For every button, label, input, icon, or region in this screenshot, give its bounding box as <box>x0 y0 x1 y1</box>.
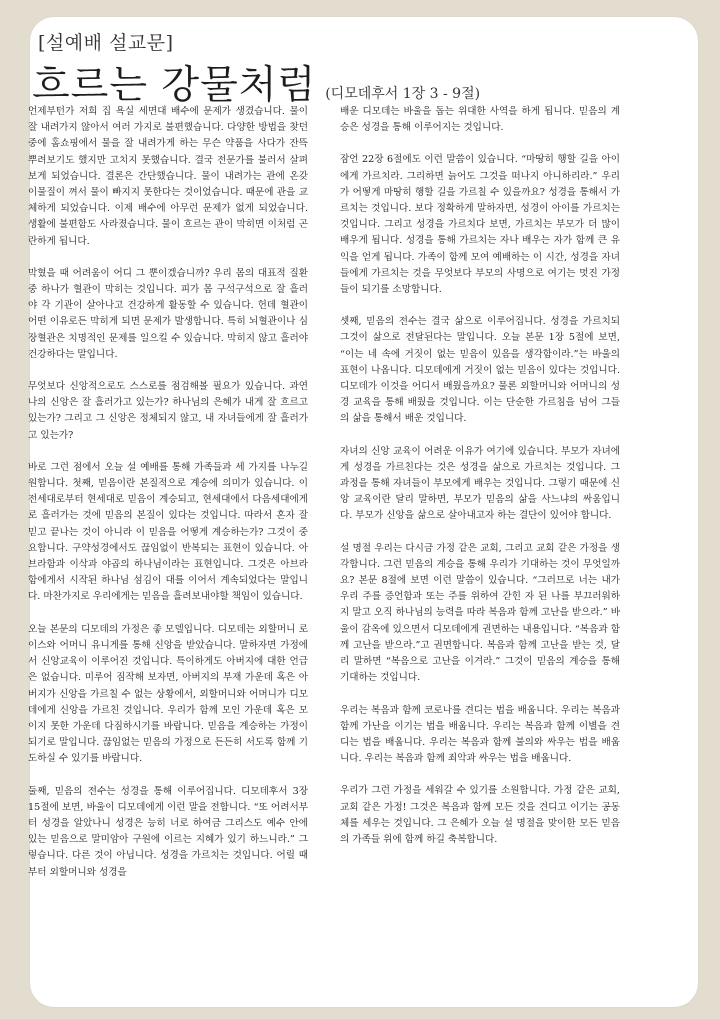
paragraph: 우리는 복음과 함께 코로나를 견디는 법을 배웁니다. 우리는 복음과 함께 가난을 이기는 법을 배웁니다. 우리는 복음과 함께 이별을 견디는 법을 배웁니다. 우리는 복음과 함께 불의와 싸우는 법을 배웁니다. 우리는 복음과 함께 죄악과 싸우는 법을 배웁니다. <box>340 704 620 765</box>
sermon-title: 흐르는 강물처럼 <box>32 63 317 108</box>
right-column <box>340 104 620 864</box>
paragraph: 배운 디모데는 바울을 돕는 위대한 사역을 하게 됩니다. 믿음의 계승은 성경을 통해 이루어지는 것입니다. <box>340 106 620 134</box>
paragraph: 무엇보다 신앙적으로도 스스로를 점검해볼 필요가 있습니다. 과연 나의 신앙은 잘 흘러가고 있는가? 하나님의 은혜가 내게 잘 흐르고 있는가? 그리고 그 신앙은 정체되지 않고, 내 자녀들에게 잘 흘러가고 있는가? <box>28 381 308 441</box>
title-row <box>32 54 480 110</box>
paragraph: 막혔을 때 어려움이 어디 그 뿐이겠습니까? 우리 몸의 대표적 질환 중 하나가 혈관이 막히는 것입니다. 피가 몸 구석구석으로 잘 흘러야 각 기관이 살아나고 건강하게 활동할 수 있습니다. 헌데 혈관이 어떤 이유로든 막히게 되면 문제가 발생합니다. 특히 뇌혈관이나 심장혈관은 치명적인 문제를 일으킬 수 있습니다. 막히지 않고 흘러야 건강하다는 말입니다. <box>28 267 308 360</box>
paragraph: 바로 그런 점에서 오늘 설 예배를 통해 가족들과 세 가지를 나누길 원합니다. 첫째, 믿음이란 본질적으로 계승에 의미가 있습니다. 이전세대로부터 현세대로 믿음이 계승되고, 현세대에서 다음세대에게로 흘러가는 것에 믿음의 본질이 있다는 것입니다. 따라서 혼자 잘 믿고 끝나는 것이 아니라 이 믿음을 어떻게 계승하는가? 그것이 중요합니다. 구약성경에서도 끊임없이 반복되는 표현이 있습니다. 아브라함과 이삭과 야곱의 하나님이라는 표현입니다. 그것은 아브라함에게서 시작된 하나님 섬김이 대를 이어서 계속되었다는 말입니다. 마찬가지로 우리에게는 믿음을 흘려보내야할 책임이 있습니다. <box>28 461 308 603</box>
paragraph: 우리가 그런 가정을 세워갈 수 있기를 소원합니다. 가정 같은 교회, 교회 같은 가정! 그것은 복음과 함께 모든 것을 견디고 이기는 공동체를 세우는 것입니다. 그 은혜가 오늘 설 명절을 맞이한 모든 믿음의 가족들 위에 함께 하길 축복합니다. <box>340 785 620 845</box>
scripture-reference: (디모데후서 1장 3 - 9절) <box>325 86 481 102</box>
left-column <box>28 104 308 897</box>
paragraph: 언제부턴가 저희 집 욕실 세면대 배수에 문제가 생겼습니다. 물이 잘 내려가지 않아서 여러 가지로 불편했습니다. 다양한 방법을 찾던 중에 홈쇼핑에서 물을 잘 내려가게 하는 무슨 약품을 사다가 잔뜩 뿌려보기도 했지만 고치지 못했습니다. 결국 전문가를 불러서 살펴보게 되었습니다. 결론은 간단했습니다. 물이 내려가는 관에 온갖 이물질이 껴서 물이 빠지지 못한다는 것이었습니다. 때문에 관을 교체하게 되었습니다. 이제 배수에 아무런 문제가 없게 되었습니다. 생활에 불편함도 사라졌습니다. 물이 흐르는 관이 막히면 이처럼 곤란하게 됩니다. <box>28 106 308 247</box>
paragraph: 잠언 22장 6절에도 이런 말씀이 있습니다. “마땅히 행할 길을 아이에게 가르치라. 그리하면 늙어도 그것을 떠나지 아니하리라.” 우리가 어떻게 마땅히 행할 길을 가르칠 수 있을까요? 성경을 통해서 가르치는 것입니다. 보다 정확하게 말하자면, 성경이 아이를 가르치는 것입니다. 그리고 성경을 가르치다 보면, 가르치는 부모가 더 많이 배우게 됩니다. 성경을 통해 가르치는 자나 배우는 자가 함께 큰 유익을 얻게 됩니다. 가족이 함께 모여 예배하는 이 시간, 성경을 자녀들에게 가르치는 것을 무엇보다 부모의 사명으로 여기는 멋진 가정들이 되기를 소망합니다. <box>340 154 620 296</box>
paragraph: 셋째, 믿음의 전수는 결국 삶으로 이루어집니다. 성경을 가르치되 그것이 삶으로 전달된다는 말입니다. 오늘 본문 1장 5절에 보면, “이는 네 속에 거짓이 없는 믿음이 있음을 생각함이라.”는 바울의 표현이 나옵니다. 디모데에게 거짓이 없는 믿음이 있다는 것입니다. 디모데가 이것을 어디서 배웠을까요? 물론 외할머니와 어머니의 성경 교육을 통해 배웠을 것입니다. 이는 단순한 가르침을 넘어 그들의 삶을 통해서 배운 것입니다. <box>340 316 620 425</box>
paragraph: 설 명절 우리는 다시금 가정 같은 교회, 그리고 교회 같은 가정을 생각합니다. 그런 믿음의 계승을 통해 우리가 기대하는 것이 무엇일까요? 본문 8절에 보면 이런 말씀이 있습니다. “그러므로 너는 내가 우리 주를 증언함과 또는 주를 위하여 갇힌 자 된 나를 부끄러워하지 말고 오직 하나님의 능력을 따라 복음과 함께 고난을 받으라.” 바울이 감옥에 있으면서 디모데에게 권면하는 내용입니다. “복음과 함께 고난을 받으라.”고 권면합니다. 복음과 함께 고난을 받는 것, 달리 말하면 “복음으로 고난을 이겨라.” 그것이 믿음의 계승을 통해 기대하는 것입니다. <box>340 542 620 684</box>
sermon-category: [설예배 설교문] <box>38 32 174 54</box>
paragraph: 오늘 본문의 디모데의 가정은 좋 모델입니다. 디모데는 외할머니 로이스와 어머니 유니게를 통해 신앙을 받았습니다. 말하자면 가정에서 신앙교육이 이루어진 것입니다. 특이하게도 아버지에 대한 언급은 없습니다. 미루어 짐작해 보자면, 아버지의 부재 가운데 혹은 아버지가 신앙을 가르칠 수 없는 상황에서, 외할머니와 어머니가 디모데에게 신앙을 가르친 것입니다. 우리가 함께 모인 가운데 혹은 모이지 못한 가운데 다짐하시기를 바랍니다. 믿음을 계승하는 가정이 되기로 말입니다. 끊임없는 믿음의 가정으로 든든히 서도록 함께 기도하실 수 있기를 바랍니다. <box>28 623 308 765</box>
paragraph: 둘째, 믿음의 전수는 성경을 통해 이루어집니다. 디모데후서 3장 15절에 보면, 바울이 디모데에게 이런 말을 전합니다. “또 어려서부터 성경을 알았나니 성경은 능히 너로 하여금 그리스도 예수 안에 있는 믿음으로 말미암아 구원에 이르는 지혜가 있기 하느니라.” 그렇습니다. 다른 것이 아닙니다. 성경을 가르치는 것입니다. 어릴 때부터 외할머니와 성경을 <box>28 785 308 878</box>
paragraph: 자녀의 신앙 교육이 어려운 이유가 여기에 있습니다. 부모가 자녀에게 성경을 가르친다는 것은 성경을 삶으로 가르치는 것입니다. 그 과정을 통해 자녀들이 부모에게 배우는 것입니다. 그렇기 때문에 신앙 교육이란 달리 말하면, 부모가 믿음의 삶을 사느냐의 싸움입니다. 부모가 신앙을 삶으로 살아내고자 하는 결단이 있어야 합니다. <box>340 445 620 522</box>
